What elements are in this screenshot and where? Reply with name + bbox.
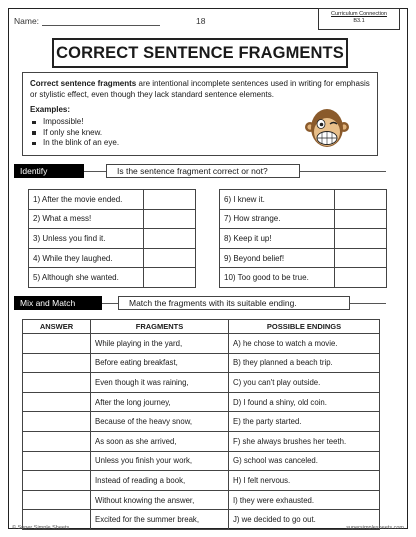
answer-cell[interactable] <box>23 431 91 451</box>
ending-cell: J) we decided to go out. <box>229 510 380 530</box>
answer-cell[interactable] <box>144 190 196 210</box>
fragment-cell: 3) Unless you find it. <box>29 229 144 249</box>
footer-copyright: © Super Simple Sheets <box>12 525 70 531</box>
fragment-cell: As soon as she arrived, <box>91 431 229 451</box>
fragment-cell: 9) Beyond belief! <box>220 248 335 268</box>
identify-section-bar <box>14 164 386 178</box>
answer-header: ANSWER <box>23 320 91 334</box>
mix-instruction: Match the fragments with its suitable ending. <box>118 296 350 310</box>
ending-cell: A) he chose to watch a movie. <box>229 334 380 354</box>
answer-cell[interactable] <box>23 451 91 471</box>
monkey-emoji-icon <box>305 107 349 149</box>
definition <box>30 78 370 100</box>
curriculum-connection-box <box>318 8 400 30</box>
table-row <box>29 229 196 249</box>
answer-cell[interactable] <box>335 268 387 288</box>
ending-cell: E) the party started. <box>229 412 380 432</box>
answer-cell[interactable] <box>23 471 91 491</box>
fragment-cell: 10) Too good to be true. <box>220 268 335 288</box>
fragment-cell: Before eating breakfast, <box>91 353 229 373</box>
example-item: In the blink of an eye. <box>30 138 370 149</box>
fragment-cell: Even though it was raining, <box>91 373 229 393</box>
page-number: 18 <box>196 16 206 26</box>
table-row <box>29 209 196 229</box>
table-row <box>23 431 380 451</box>
table-row <box>29 190 196 210</box>
answer-cell[interactable] <box>335 209 387 229</box>
fragment-cell: Instead of reading a book, <box>91 471 229 491</box>
endings-header: POSSIBLE ENDINGS <box>229 320 380 334</box>
table-row <box>23 451 380 471</box>
fragment-cell: Excited for the summer break, <box>91 510 229 530</box>
answer-cell[interactable] <box>23 392 91 412</box>
ending-cell: G) school was canceled. <box>229 451 380 471</box>
mix-match-table <box>22 319 380 530</box>
identify-question: Is the sentence fragment correct or not? <box>106 164 300 178</box>
answer-cell[interactable] <box>23 490 91 510</box>
identify-label: Identify <box>14 164 84 178</box>
answer-cell[interactable] <box>335 229 387 249</box>
answer-cell[interactable] <box>144 248 196 268</box>
answer-cell[interactable] <box>144 229 196 249</box>
ending-cell: D) I found a shiny, old coin. <box>229 392 380 412</box>
definition-term: Correct sentence fragments <box>30 79 137 88</box>
table-row <box>220 248 387 268</box>
answer-cell[interactable] <box>23 373 91 393</box>
curriculum-code: B3.1 <box>353 17 365 24</box>
ending-cell: F) she always brushes her teeth. <box>229 431 380 451</box>
example-item: If only she knew. <box>30 128 370 139</box>
answer-cell[interactable] <box>144 268 196 288</box>
intro-box <box>22 72 378 156</box>
identify-table-right <box>219 189 387 288</box>
example-item: Impossible! <box>30 117 370 128</box>
ending-cell: H) I felt nervous. <box>229 471 380 491</box>
answer-cell[interactable] <box>23 353 91 373</box>
fragment-cell: Because of the heavy snow, <box>91 412 229 432</box>
fragment-cell: 1) After the movie ended. <box>29 190 144 210</box>
fragment-cell: While playing in the yard, <box>91 334 229 354</box>
ending-cell: B) they planned a beach trip. <box>229 353 380 373</box>
curriculum-title: Curriculum Connection <box>331 11 387 17</box>
table-row <box>29 268 196 288</box>
table-row <box>220 229 387 249</box>
ending-cell: I) they were exhausted. <box>229 490 380 510</box>
answer-cell[interactable] <box>23 412 91 432</box>
fragment-cell: 7) How strange. <box>220 209 335 229</box>
table-row <box>23 471 380 491</box>
answer-cell[interactable] <box>23 334 91 354</box>
table-row <box>23 412 380 432</box>
table-row <box>23 334 380 354</box>
fragment-cell: 2) What a mess! <box>29 209 144 229</box>
page-title: CORRECT SENTENCE FRAGMENTS <box>52 38 348 68</box>
fragment-cell: 8) Keep it up! <box>220 229 335 249</box>
fragment-cell: After the long journey, <box>91 392 229 412</box>
fragment-cell: Without knowing the answer, <box>91 490 229 510</box>
mix-label: Mix and Match <box>14 296 102 310</box>
fragments-header: FRAGMENTS <box>91 320 229 334</box>
table-row <box>23 392 380 412</box>
mix-section-bar <box>14 296 386 310</box>
name-line[interactable] <box>42 17 160 26</box>
fragment-cell: 4) While they laughed. <box>29 248 144 268</box>
table-row <box>23 373 380 393</box>
table-row <box>23 353 380 373</box>
fragment-cell: Unless you finish your work, <box>91 451 229 471</box>
table-row <box>23 510 380 530</box>
examples-heading: Examples: <box>30 105 71 114</box>
footer-website: supersimplesheets.com <box>346 525 404 531</box>
definition-text: are intentional incomplete sentences used in writing for emphasis or stylistic effect, even though they lack standard sentence elements. <box>30 79 370 99</box>
fragment-cell: 6) I knew it. <box>220 190 335 210</box>
name-field <box>14 16 160 26</box>
answer-cell[interactable] <box>335 248 387 268</box>
table-row <box>220 209 387 229</box>
identify-table-left <box>28 189 196 288</box>
answer-cell[interactable] <box>144 209 196 229</box>
fragment-cell: 5) Although she wanted. <box>29 268 144 288</box>
table-row <box>220 190 387 210</box>
table-row <box>29 248 196 268</box>
answer-cell[interactable] <box>335 190 387 210</box>
ending-cell: C) you can't play outside. <box>229 373 380 393</box>
name-label: Name: <box>14 16 40 26</box>
table-row <box>220 268 387 288</box>
table-row <box>23 490 380 510</box>
table-header-row <box>23 320 380 334</box>
